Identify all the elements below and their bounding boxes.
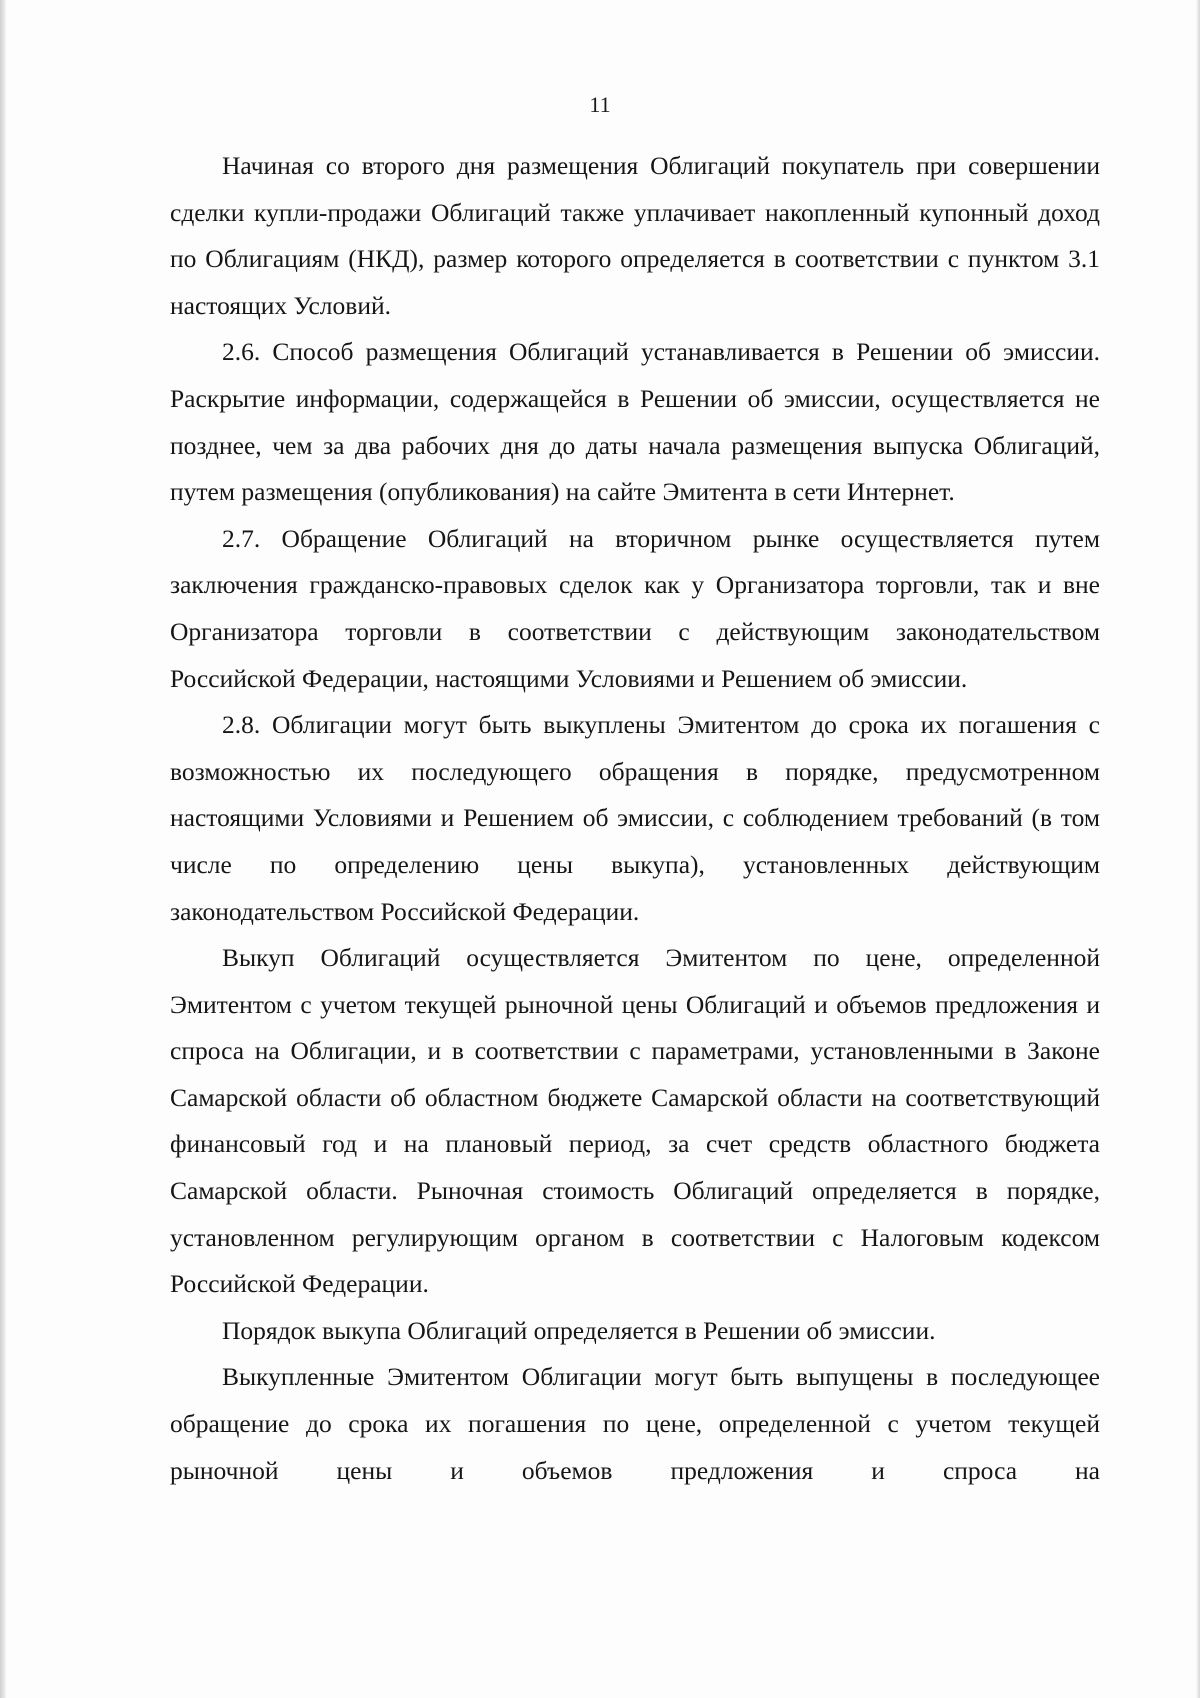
paragraph-2-7: 2.7. Обращение Облигаций на вторичном рынке осуществляется путем заключения гражданско-правовых сделок как у Организатора торговли, так и вне Организатора торговли в соответствии с действующим законодательством Российской Федерации, настоящими Условиями и Решением об эмиссии. xyxy=(170,523,1100,693)
paragraph-nkd: Начиная со второго дня размещения Облигаций покупатель при совершении сделки купли-продажи Облигаций также уплачивает накопленный купонный доход по Облигациям (НКД), размер которого определяется в соответствии с пунктом 3.1 настоящих Условий. xyxy=(170,151,1100,320)
paragraph-buyback-order: Порядок выкупа Облигаций определяется в Решении об эмиссии. xyxy=(222,1315,936,1345)
paragraph-buyback: Выкуп Облигаций осуществляется Эмитентом по цене, определенной Эмитентом с учетом текущей рыночной цены Облигаций и объемов предложения и спроса на Облигации, и в соответствии с параметрами, установленными в Законе Самарской области об областном бюджете Самарской области на соответствующий финансовый год и на плановый период, за счет средств областного бюджета Самарской области. Рыночная стоимость Облигаций определяется в порядке, установленном регулирующим органом в соответствии с Налоговым кодексом Российской Федерации. xyxy=(170,943,1100,1299)
page-number: 11 xyxy=(589,92,611,117)
paragraph-2-8: 2.8. Облигации могут быть выкуплены Эмитентом до срока их погашения с возможностью их последующего обращения в порядке, предусмотренном настоящими Условиями и Решением об эмиссии, с соблюдением требований (в том числе по определению цены выкупа), установленных действующим законодательством Российской Федерации. xyxy=(170,710,1100,926)
paragraph-2-6: 2.6. Способ размещения Облигаций устанавливается в Решении об эмиссии. Раскрытие информации, содержащейся в Решении об эмиссии, осуществляется не позднее, чем за два рабочих дня до даты начала размещения выпуска Облигаций, путем размещения (опубликования) на сайте Эмитента в сети Интернет. xyxy=(170,337,1100,507)
document-body xyxy=(170,143,1100,1494)
scan-edge-right xyxy=(1196,0,1200,1698)
scan-edge-left xyxy=(0,0,6,1698)
paragraph-recirculation: Выкупленные Эмитентом Облигации могут быть выпущены в последующее обращение до срока их погашения по цене, определенной с учетом текущей рыночной цены и объемов предложения и спроса на xyxy=(170,1362,1100,1485)
